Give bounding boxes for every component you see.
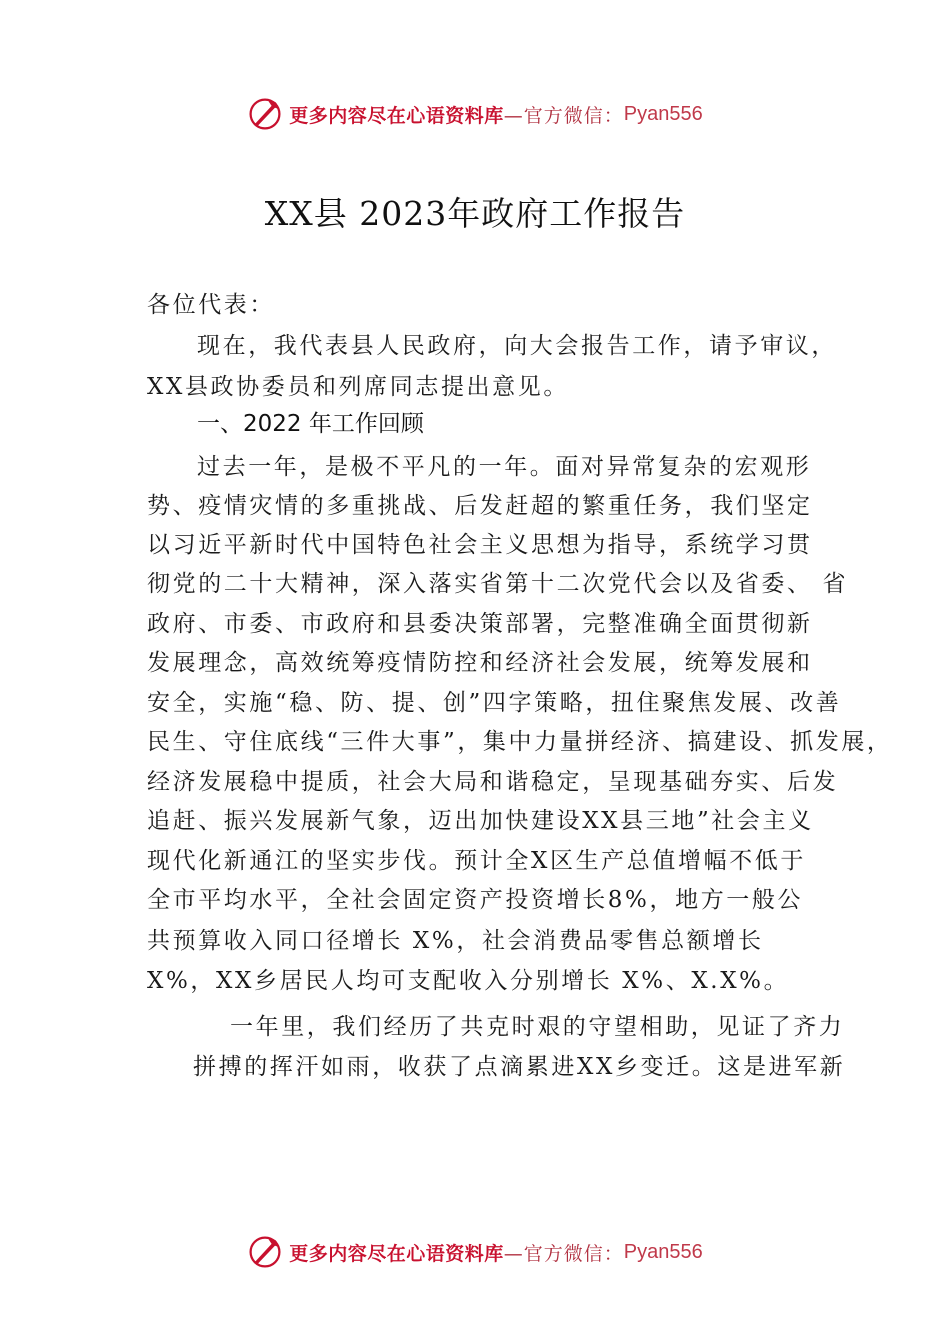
salutation: 各位代表： — [147, 292, 275, 318]
paragraph-line: 全市平均水平，全社会固定资产投资增长8%，地方一般公 — [147, 887, 804, 913]
quill-logo-icon — [247, 96, 283, 132]
paragraph-line: 民生、守住底线“三件大事”，集中力量拼经济、搞建设、抓发展， — [147, 729, 893, 755]
watermark-wechat-id: Pyan556 — [623, 1240, 703, 1263]
paragraph-line: 发展理念，高效统筹疫情防控和经济社会发展，统筹发展和 — [147, 650, 813, 676]
watermark-separator-text: —官方微信： — [503, 1242, 624, 1265]
paragraph-line: 经济发展稳中提质，社会大局和谐稳定，呈现基础夯实、后发 — [147, 769, 839, 795]
watermark-header — [0, 94, 950, 134]
paragraph-line: 以习近平新时代中国特色社会主义思想为指导，系统学习贯 — [147, 532, 813, 558]
watermark-main-text: 更多内容尽在心语资料库 — [289, 1242, 504, 1265]
paragraph-line: 过去一年，是极不平凡的一年。面对异常复杂的宏观形 — [197, 454, 812, 480]
paragraph-line: 拼搏的挥汗如雨，收获了点滴累进XX乡变迁。这是进军新 — [193, 1054, 846, 1080]
section-heading: 一、2022 年工作回顾 — [197, 411, 424, 437]
paragraph-line: 现代化新通江的坚实步伐。预计全X区生产总值增幅不低于 — [147, 848, 806, 874]
quill-logo-icon — [247, 1234, 283, 1270]
paragraph-line: 势、疫情灾情的多重挑战、后发赶超的繁重任务，我们坚定 — [147, 493, 813, 519]
paragraph-line: 追赶、振兴发展新气象，迈出加快建设XX县三地”社会主义 — [147, 808, 814, 834]
paragraph-line: 安全，实施“稳、防、提、创”四字策略，扭住聚焦发展、改善 — [147, 690, 842, 716]
document-title: XX县 2023年政府工作报告 — [264, 194, 686, 233]
paragraph-line: 政府、市委、市政府和县委决策部署，完整准确全面贯彻新 — [147, 611, 813, 637]
watermark-main-text: 更多内容尽在心语资料库 — [289, 104, 504, 127]
paragraph-line: 一年里，我们经历了共克时艰的守望相助，见证了齐力 — [230, 1014, 845, 1040]
intro-line: 现在，我代表县人民政府，向大会报告工作，请予审议， — [197, 333, 837, 359]
paragraph-line: X%，XX乡居民人均可支配收入分别增长 X%、X.X%。 — [147, 968, 790, 994]
paragraph-line: 共预算收入同口径增长 X%，社会消费品零售总额增长 — [147, 928, 764, 954]
intro-line: XX县政协委员和列席同志提出意见。 — [147, 374, 569, 400]
watermark-wechat-id: Pyan556 — [623, 102, 703, 125]
watermark-footer — [0, 1232, 950, 1272]
watermark-separator-text: —官方微信： — [503, 104, 624, 127]
paragraph-line: 彻党的二十大精神，深入落实省第十二次党代会以及省委、 省 — [147, 571, 849, 597]
